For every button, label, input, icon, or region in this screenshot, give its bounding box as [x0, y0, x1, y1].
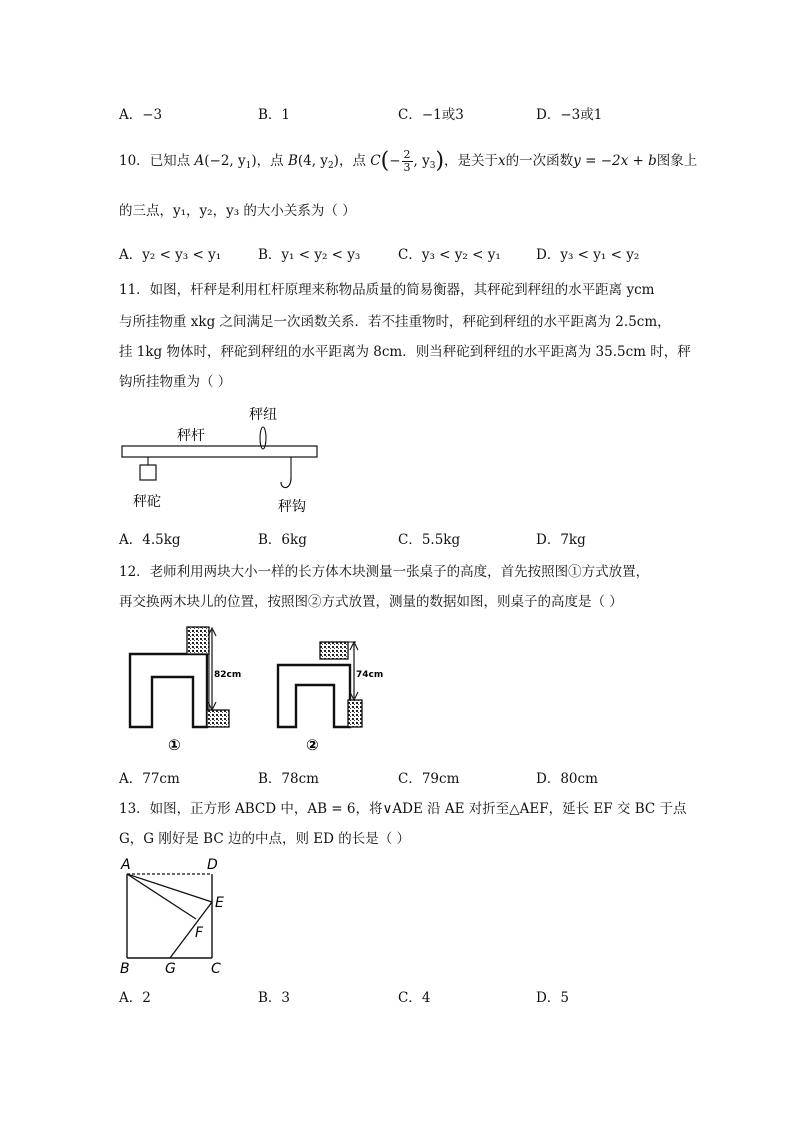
q10-stem-line1: 10．已知点 A(−2, $y_1$)，点 B(4, $y_2$)，点 C(− $\frac{2}{3}$ , $y_3$)，是关于x的一次函数y = −2x + b图象上 [119, 148, 698, 174]
steelyard-weight [140, 465, 156, 480]
vertex-f: F [195, 925, 204, 941]
table-1 [130, 654, 207, 727]
measure-74: 74cm [356, 670, 384, 680]
q13-option-a[interactable]: A．2 [119, 990, 151, 1006]
square-figure [115, 856, 240, 981]
steelyard-figure [115, 400, 325, 520]
wood-block-top-2 [320, 642, 348, 659]
q13-option-d[interactable]: D．5 [536, 990, 569, 1006]
q12-options [119, 767, 719, 787]
label-hook: 秤钩 [278, 499, 306, 515]
q12-option-b[interactable]: B．78cm [258, 771, 319, 787]
q9-option-a[interactable]: A．−3 [119, 107, 163, 123]
q11-stem-line2: 与所挂物重 xkg 之间满足一次函数关系．若不挂重物时，秤砣到秤纽的水平距离为 2.5cm， [119, 314, 671, 330]
q10-stem-line2: 的三点，y₁，y₂，y₃ 的大小关系为（ ） [119, 203, 356, 219]
vertex-a: A [121, 857, 131, 873]
q13-stem-line2: G，G 刚好是 BC 边的中点，则 ED 的长是（ ） [119, 831, 410, 847]
caption-2: ② [306, 736, 319, 754]
label-weight: 秤砣 [133, 494, 161, 510]
vertex-g: G [165, 961, 176, 977]
q11-option-d[interactable]: D．7kg [536, 532, 586, 548]
q12-option-a[interactable]: A．77cm [119, 771, 180, 787]
vertex-d: D [207, 857, 218, 873]
q11-stem-line1: 11．如图，杆秤是利用杠杆原理来称物品质量的简易衡器，其秤砣到秤纽的水平距离 ycm [119, 282, 655, 298]
q11-stem-line3: 挂 1kg 物体时，秤砣到秤纽的水平距离为 8cm．则当秤砣到秤纽的水平距离为 35.5cm 时，秤 [119, 344, 691, 360]
q13-options [119, 986, 719, 1006]
q11-stem-line4: 钩所挂物重为（ ） [119, 374, 232, 390]
figure-1 [130, 627, 241, 754]
q11-option-c[interactable]: C．5.5kg [398, 532, 461, 548]
steelyard-rod [122, 446, 317, 457]
q9-option-c[interactable]: C．−1或3 [398, 107, 464, 123]
label-rod: 秤杆 [177, 428, 205, 444]
q11-option-b[interactable]: B．6kg [258, 532, 307, 548]
q10-option-a[interactable]: A．y₂ < y₃ < y₁ [119, 247, 222, 263]
vertex-c: C [211, 961, 221, 977]
point-c-label: C [370, 153, 381, 169]
caption-1: ① [168, 736, 181, 754]
q12-option-c[interactable]: C．79cm [398, 771, 460, 787]
label-knob: 秤纽 [249, 407, 277, 423]
vertex-e: E [215, 895, 224, 911]
q12-stem-line1: 12．老师利用两块大小一样的长方体木块测量一张桌子的高度，首先按照图①方式放置， [119, 564, 650, 580]
table-figures [120, 622, 384, 762]
steelyard-hook [281, 478, 291, 488]
point-a-label: A [194, 153, 205, 169]
wood-block-bottom [207, 710, 229, 727]
measure-82: 82cm [214, 670, 242, 680]
wood-block-top [187, 627, 209, 654]
q10-option-c[interactable]: C．y₃ < y₂ < y₁ [398, 247, 501, 263]
function-formula: y = −2x + b [573, 153, 657, 169]
q13-stem-line1: 13．如图，正方形 ABCD 中，AB = 6，将∨ADE 沿 AE 对折至△AEF，延长 EF 交 BC 于点 [119, 801, 687, 817]
point-b-label: B [287, 153, 298, 169]
q10-option-d[interactable]: D．y₃ < y₁ < y₂ [536, 247, 640, 263]
q13-option-c[interactable]: C．4 [398, 990, 431, 1006]
q9-option-d[interactable]: D．−3或1 [536, 107, 603, 123]
wood-block-bottom-2 [348, 700, 362, 727]
table-2 [278, 665, 350, 727]
q10-option-b[interactable]: B．y₁ < y₂ < y₃ [258, 247, 361, 263]
figure-2 [278, 642, 383, 754]
q10-options [119, 243, 719, 263]
fraction: $\frac{2}{3}$ [403, 148, 411, 174]
q12-stem-line2: 再交换两木块儿的位置，按照图②方式放置，测量的数据如图，则桌子的高度是（ ） [119, 594, 623, 610]
vertex-b: B [120, 961, 130, 977]
q9-option-b[interactable]: B．1 [258, 107, 291, 123]
q12-option-d[interactable]: D．80cm [536, 771, 598, 787]
q11-option-a[interactable]: A．4.5kg [119, 532, 181, 548]
q9-options [119, 103, 719, 123]
q13-option-b[interactable]: B．3 [258, 990, 291, 1006]
q11-options [119, 528, 719, 548]
